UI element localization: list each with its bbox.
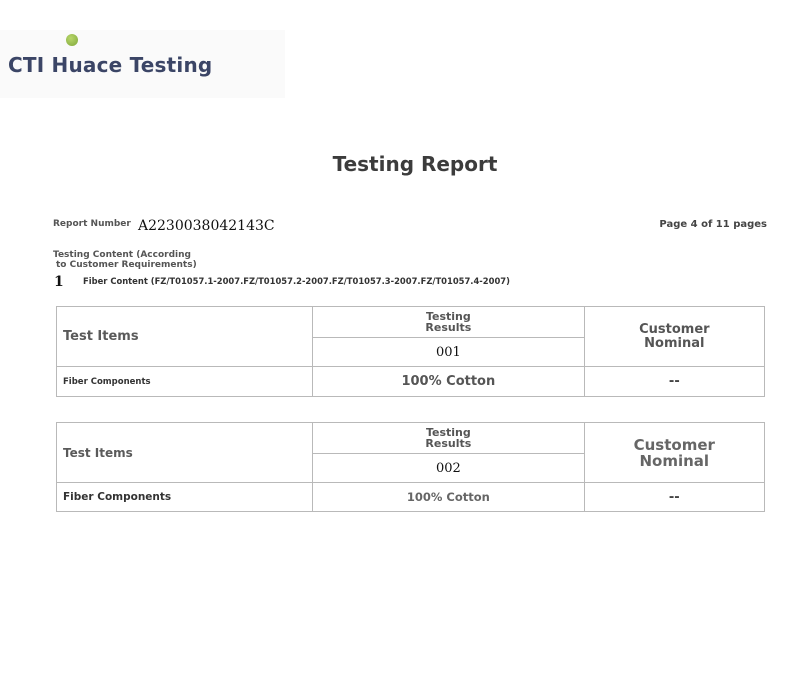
- table-header-row: [57, 423, 765, 454]
- testing-content-label-line2: to Customer Requirements): [56, 260, 197, 270]
- customer-nominal-header-line2: Nominal: [639, 451, 710, 470]
- company-name: CTI Huace Testing: [8, 53, 213, 77]
- item-number: 1: [54, 274, 64, 290]
- customer-nominal-header-line1: Customer: [633, 435, 715, 454]
- test-items-header: Test Items: [57, 423, 313, 483]
- table-header-row: [57, 307, 765, 338]
- results-table-2: [56, 422, 765, 512]
- testing-content-label-line1: Testing Content (According: [53, 250, 191, 260]
- table-row: [57, 367, 765, 397]
- testing-results-header: [313, 423, 584, 454]
- testing-results-header-line2: Results: [425, 437, 472, 450]
- row-label: Fiber Components: [57, 367, 313, 397]
- results-table-1: [56, 306, 765, 397]
- row-label: Fiber Components: [57, 483, 313, 512]
- report-number-label: Report Number: [53, 219, 131, 229]
- row-value: 100% Cotton: [313, 367, 585, 397]
- customer-nominal-header-line2: Nominal: [644, 335, 705, 351]
- item-description: Fiber Content (FZ/T01057.1-2007.FZ/T01057.2-2007.FZ/T01057.3-2007.FZ/T01057.4-2007): [83, 276, 510, 286]
- test-items-header: Test Items: [57, 307, 313, 367]
- testing-content-label: [53, 250, 197, 270]
- page-info: Page 4 of 11 pages: [659, 219, 767, 230]
- report-number-value: A2230038042143C: [138, 218, 275, 234]
- green-dot-logo-icon: [66, 34, 78, 46]
- customer-nominal-header: [584, 307, 764, 367]
- testing-results-header-line2: Results: [425, 321, 472, 334]
- row-value: 100% Cotton: [313, 483, 584, 512]
- customer-nominal-header: [584, 423, 764, 483]
- sample-id: 001: [313, 338, 585, 367]
- row-nominal: --: [584, 367, 764, 397]
- report-title: Testing Report: [332, 152, 498, 176]
- table-row: [57, 483, 765, 512]
- testing-results-header-line1: Testing: [425, 310, 471, 323]
- row-nominal: --: [584, 483, 764, 512]
- testing-results-header: [313, 307, 585, 338]
- sample-id: 002: [313, 454, 584, 483]
- customer-nominal-header-line1: Customer: [639, 321, 710, 337]
- testing-results-header-line1: Testing: [425, 426, 471, 439]
